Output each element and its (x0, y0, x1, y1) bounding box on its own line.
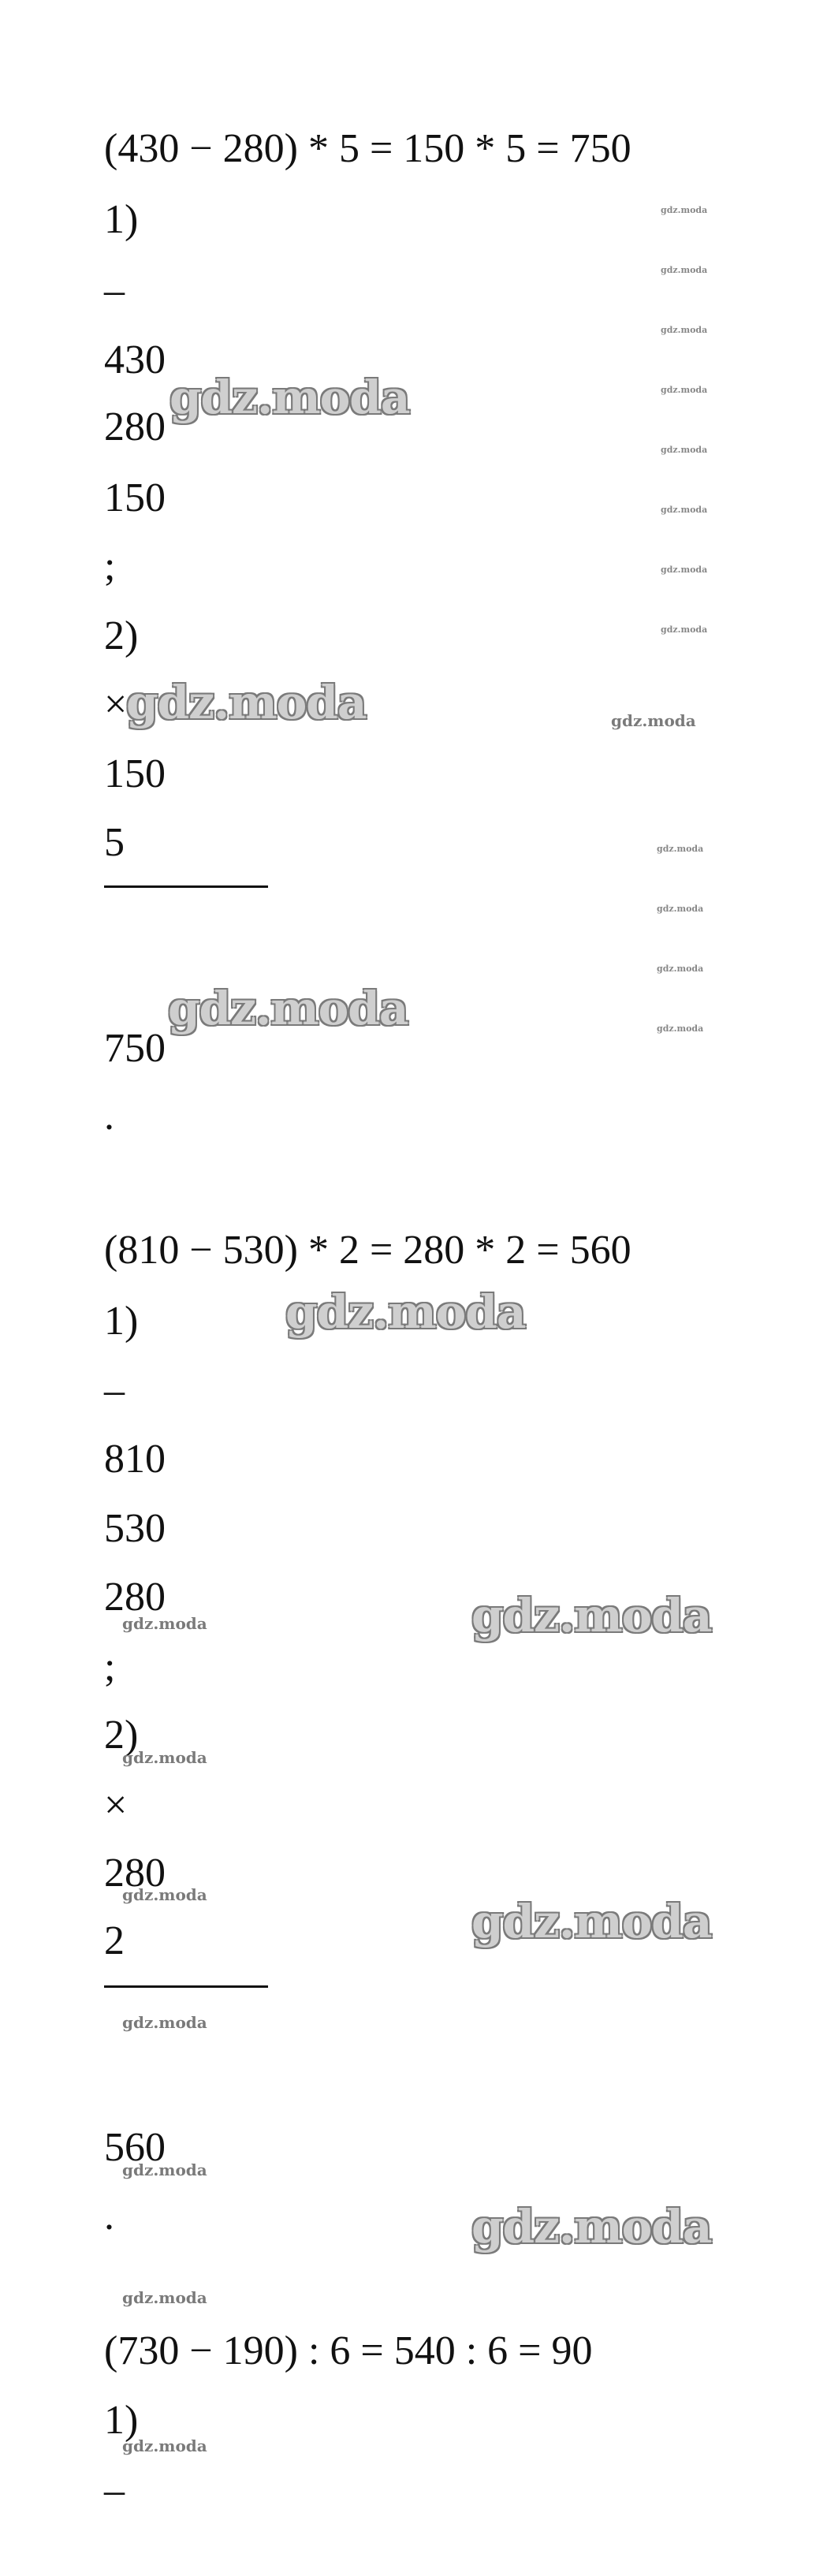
watermark: gdz.moda (661, 325, 708, 335)
watermark: gdz.moda (661, 624, 708, 635)
equation-3: (730 − 190) : 6 = 540 : 6 = 90 (104, 2328, 593, 2373)
difference: 280 (104, 1575, 166, 1620)
watermark: gdz.moda (122, 2436, 207, 2455)
watermark: gdz.moda (661, 505, 708, 515)
multiplicand: 280 (104, 1851, 166, 1896)
difference: 150 (104, 475, 166, 520)
watermark: gdz.moda (122, 1614, 207, 1633)
equation-1: (430 − 280) * 5 = 150 * 5 = 750 (104, 126, 631, 171)
minus-sign: – (104, 1368, 125, 1413)
equation-2: (810 − 530) * 2 = 280 * 2 = 560 (104, 1228, 631, 1273)
separator: ; (104, 544, 116, 589)
times-sign: × (104, 682, 128, 727)
watermark: gdz.moda (122, 2013, 207, 2032)
watermark: gdz.moda (661, 445, 708, 455)
step-1-label: 1) (104, 1299, 139, 1344)
watermark: gdz.moda (122, 1748, 207, 1767)
end-period: . (104, 2194, 114, 2239)
watermark: gdz.moda (168, 982, 408, 1035)
product-rule (104, 885, 268, 888)
end-period: . (104, 1094, 114, 1139)
watermark: gdz.moda (661, 265, 708, 275)
watermark: gdz.moda (169, 371, 410, 424)
step-2-label: 2) (104, 613, 139, 658)
watermark: gdz.moda (471, 2200, 712, 2254)
watermark: gdz.moda (122, 2160, 207, 2179)
subtrahend: 530 (104, 1506, 166, 1551)
multiplier: 2 (104, 1918, 125, 1963)
watermark: gdz.moda (126, 676, 367, 729)
watermark: gdz.moda (657, 904, 704, 914)
minuend: 430 (104, 337, 166, 382)
product-rule (104, 1985, 268, 1988)
multiplicand: 150 (104, 751, 166, 796)
watermark: gdz.moda (657, 844, 704, 854)
minus-sign: – (104, 2468, 125, 2513)
watermark: gdz.moda (661, 565, 708, 575)
minuend: 810 (104, 1437, 166, 1482)
watermark: gdz.moda (122, 2288, 207, 2307)
separator: ; (104, 1645, 116, 1690)
subtrahend: 280 (104, 404, 166, 449)
minus-sign: – (104, 268, 125, 313)
watermark: gdz.moda (471, 1895, 712, 1948)
step-1-label: 1) (104, 197, 139, 242)
watermark: gdz.moda (471, 1589, 712, 1642)
watermark: gdz.moda (661, 385, 708, 395)
watermark: gdz.moda (657, 964, 704, 974)
times-sign: × (104, 1783, 128, 1828)
multiplier: 5 (104, 820, 125, 865)
step-2-label: 2) (104, 1713, 139, 1758)
product: 750 (104, 1026, 166, 1071)
watermark: gdz.moda (661, 205, 708, 215)
watermark: gdz.moda (285, 1285, 526, 1339)
watermark: gdz.moda (657, 1023, 704, 1034)
product: 560 (104, 2125, 166, 2170)
step-1-label: 1) (104, 2398, 139, 2443)
watermark: gdz.moda (611, 711, 696, 730)
watermark: gdz.moda (122, 1885, 207, 1904)
